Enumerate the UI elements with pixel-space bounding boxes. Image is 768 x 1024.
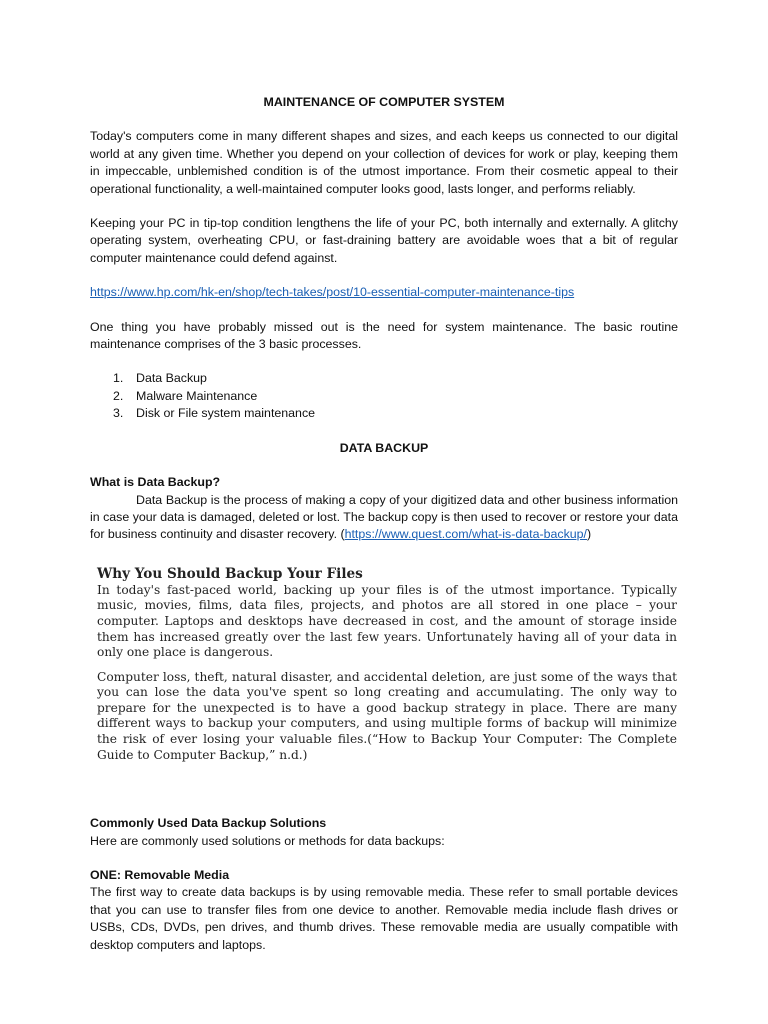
list-number: 1.	[113, 371, 124, 386]
removable-media-heading: ONE: Removable Media	[90, 868, 230, 883]
list-number: 3.	[113, 406, 124, 421]
process-list	[90, 370, 678, 422]
what-close: )	[587, 527, 592, 542]
intro-paragraph-2: Keeping your PC in tip-top condition lengthens the life of your PC, both internally and externally. A glitchy operating system, overheating CPU, or fast-draining battery are avoidable woes that a bit of regular computer maintenance could defend against.	[90, 216, 678, 265]
list-label: Disk or File system maintenance	[136, 406, 316, 421]
quote-title: Why You Should Backup Your Files	[97, 565, 363, 582]
list-item	[90, 405, 678, 422]
list-item	[90, 388, 678, 405]
removable-media-paragraph: The first way to create data backups is by using removable media. These refer to small portable devices that you can use to transfer files from one device to another. Removable media include flash drives or USBs, CDs, DVDs, pen drives, and thumb drives. These removable media are usually compatible with desktop computers and laptops.	[90, 885, 678, 952]
page-title: MAINTENANCE OF COMPUTER SYSTEM	[263, 95, 505, 109]
list-label: Malware Maintenance	[136, 388, 258, 403]
solutions-intro: Here are commonly used solutions or methods for data backups:	[90, 833, 445, 848]
quoted-excerpt	[97, 566, 677, 764]
quote-paragraph-1: In today's fast-paced world, backing up your files is of the utmost importance. Typically music, movies, films, data files, projects, and photos are all stored in one place – your computer. Laptops and desktops have decreased in cost, and the amount of storage inside them has increased greatly over the last few years. Unfortunately having all of your data in only one place is dangerous.	[97, 582, 677, 660]
quote-paragraph-2: Computer loss, theft, natural disaster, and accidental deletion, are just some of the ways that you can lose the data you've spent so long creating and accumulating. The only way to prepare for the unexpected is to have a good backup strategy in place. There are many different ways to backup your computers, and using multiple forms of backup will minimize the risk of ever losing your valuable files.(“How to Backup Your Computer: The Complete Guide to Computer Backup,” n.d.)	[97, 669, 677, 762]
hp-maintenance-link[interactable]: https://www.hp.com/hk-en/shop/tech-takes/post/10-essential-computer-maintenance-tips	[90, 285, 575, 300]
solutions-heading: Commonly Used Data Backup Solutions	[90, 816, 327, 831]
what-heading: What is Data Backup?	[90, 475, 221, 490]
list-label: Data Backup	[136, 371, 207, 386]
intro-paragraph-3: One thing you have probably missed out is the need for system maintenance. The basic routine maintenance comprises of the 3 basic processes.	[90, 319, 678, 352]
quest-link[interactable]: https://www.quest.com/what-is-data-backup/	[344, 527, 588, 542]
what-paragraph	[90, 492, 678, 544]
hp-link-line	[90, 284, 678, 301]
list-number: 2.	[113, 388, 124, 403]
document-page	[90, 0, 678, 954]
what-text: Data Backup is the process of making a copy of your digitized data and other business information in case your data is damaged, deleted or lost. The backup copy is then used to recover or restore your data for business continuity and disaster recovery. (	[90, 492, 678, 542]
intro-paragraph-1: Today's computers come in many different shapes and sizes, and each keeps us connected to our digital world at any given time. Whether you depend on your collection of devices for work or play, keeping them in impeccable, unblemished condition is of the utmost importance. From their cosmetic appeal to their operational functionality, a well-maintained computer looks good, lasts longer, and performs reliably.	[90, 129, 678, 196]
section-heading: DATA BACKUP	[339, 440, 429, 455]
list-item	[90, 370, 678, 387]
